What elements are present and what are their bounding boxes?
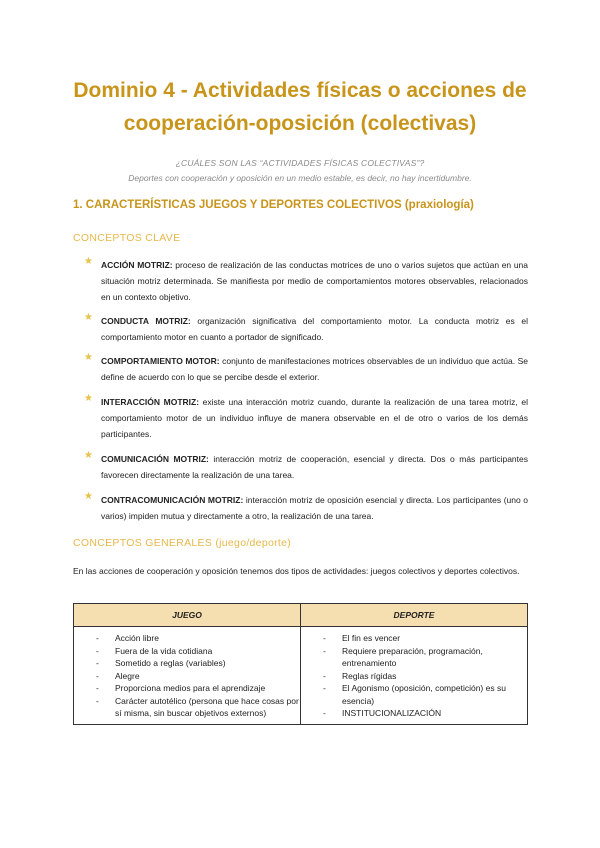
section-1-heading: 1. CARACTERÍSTICAS JUEGOS Y DEPORTES COLECTIVOS (praxiología)	[73, 199, 474, 211]
concept-term: CONTRACOMUNICACIÓN MOTRIZ:	[101, 495, 244, 505]
deporte-column	[301, 627, 528, 725]
concept-term: INTERACCIÓN MOTRIZ:	[101, 397, 200, 407]
star-bullet-icon: ★	[84, 352, 93, 363]
table-header-deporte: DEPORTE	[301, 604, 528, 627]
list-item: - El Agonismo (oposición, competición) es su esencia)	[301, 682, 527, 707]
list-item: - INSTITUCIONALIZACIÓN	[301, 707, 527, 720]
document-title	[40, 74, 560, 140]
juego-column	[74, 627, 301, 725]
title-line-1: Dominio 4 - Actividades físicas o acciones de	[73, 79, 527, 102]
table-header-juego: JUEGO	[74, 604, 301, 627]
concept-term: COMPORTAMIENTO MOTOR:	[101, 356, 220, 366]
concept-definition: interacción motriz de oposición esencial y directa. Los participantes (uno o varios) impiden mutua y directamente a otro, la realización de una tarea.	[101, 495, 529, 521]
concept-term: ACCIÓN MOTRIZ:	[101, 260, 173, 270]
star-bullet-icon: ★	[84, 491, 93, 502]
conceptos-clave-heading: CONCEPTOS CLAVE	[73, 232, 181, 244]
concept-item	[84, 394, 528, 442]
list-item: - Reglas rígidas	[301, 670, 527, 683]
list-item: - Acción libre	[74, 632, 300, 645]
question-line: ¿CUÁLES SON LAS “ACTIVIDADES FÍSICAS COLECTIVAS”?	[175, 158, 425, 168]
list-item: - El fin es vencer	[301, 632, 527, 645]
list-item: - Alegre	[74, 670, 300, 683]
concept-item	[84, 353, 528, 385]
conceptos-generales-heading: CONCEPTOS GENERALES (juego/deporte)	[73, 537, 292, 549]
list-item: - Fuera de la vida cotidiana	[74, 645, 300, 658]
title-line-2: cooperación-oposición (colectivas)	[123, 112, 477, 135]
concept-term: COMUNICACIÓN MOTRIZ:	[101, 454, 209, 464]
concept-definition: interacción motriz de cooperación, esencial y directa. Dos o más participantes favorecen directamente la realización de una tarea.	[101, 454, 528, 480]
concept-item	[84, 492, 528, 524]
star-bullet-icon: ★	[84, 256, 93, 267]
concept-definition: conjunto de manifestaciones motrices observables de un individuo que actúa. Se define de acuerdo con lo que se percibe desde el exterior.	[101, 356, 528, 382]
concept-item	[84, 257, 528, 305]
concept-definition: proceso de realización de las conductas motrices de uno o varios sujetos que actúan en una situación motriz determinada. Se manifiesta por medio de comportamientos motores observables, relacionados en un contexto objetivo.	[101, 260, 529, 302]
star-bullet-icon: ★	[84, 393, 93, 404]
concept-definition: organización significativa del comportamiento motor. La conducta motriz es el comportamiento motor en cuanto a portador de significado.	[101, 316, 528, 342]
concept-definition: existe una interacción motriz cuando, durante la realización de una tarea motriz, el comportamiento motor de un individuo influye de manera observable en el de otro o varios de los demás participantes.	[101, 397, 528, 439]
list-item: - Proporciona medios para el aprendizaje	[74, 682, 300, 695]
concept-term: CONDUCTA MOTRIZ:	[101, 316, 191, 326]
star-bullet-icon: ★	[84, 312, 93, 323]
concept-item	[84, 313, 528, 345]
concept-item	[84, 451, 528, 483]
list-item: - Requiere preparación, programación, entrenamiento	[301, 645, 527, 670]
list-item: - Sometido a reglas (variables)	[74, 657, 300, 670]
star-bullet-icon: ★	[84, 450, 93, 461]
intro-paragraph: En las acciones de cooperación y oposición tenemos dos tipos de actividades: juegos colectivos y deportes colectivos.	[73, 566, 520, 576]
list-item: - Carácter autotélico (persona que hace cosas por sí misma, sin buscar objetivos externos)	[74, 695, 300, 720]
comparison-table	[73, 603, 528, 725]
subtitle-line: Deportes con cooperación y oposición en un medio estable, es decir, no hay incertidumbre.	[128, 173, 472, 183]
